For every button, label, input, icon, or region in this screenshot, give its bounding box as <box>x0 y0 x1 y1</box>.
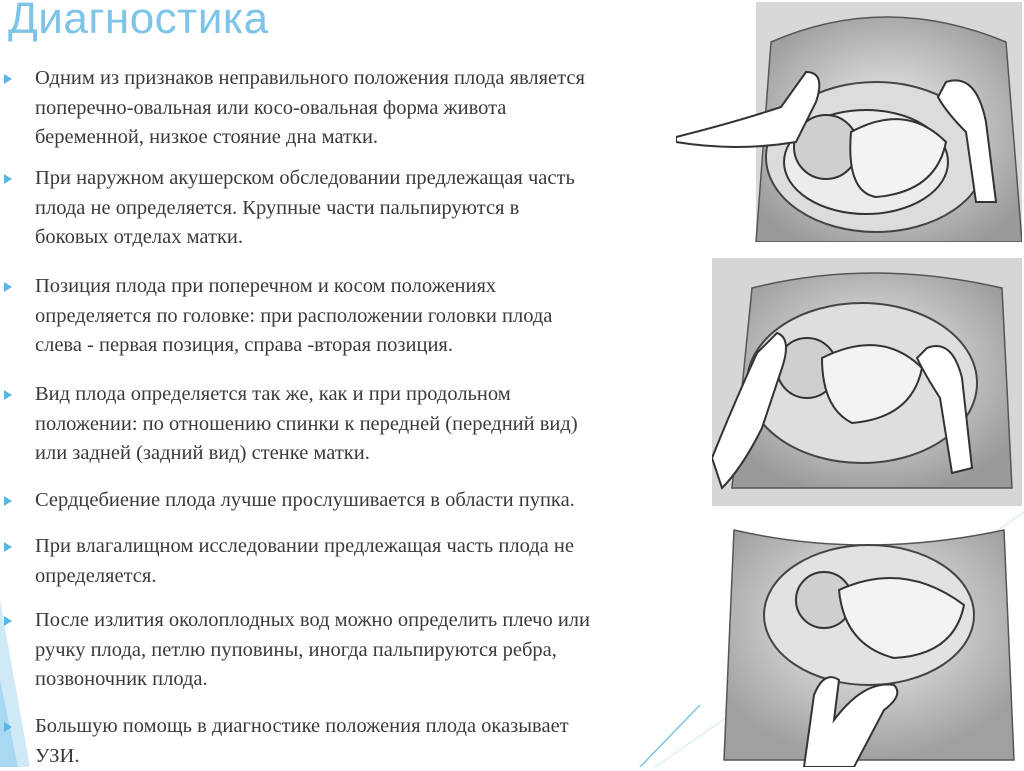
bullet-text: После излития околоплодных вод можно определить плечо или ручку плода, петлю пуповины, иногда пальпируются ребра, позвоночник плода. <box>35 609 590 690</box>
fetus-oblique-palpation-illustration <box>712 258 1022 506</box>
triangle-bullet-icon <box>4 542 12 552</box>
bullet-text: При влагалищном исследовании предлежащая часть плода не определяется. <box>35 535 574 587</box>
triangle-bullet-icon <box>4 282 12 292</box>
bullet-text: Одним из признаков неправильного положения плода является поперечно-овальная или косо-овальная форма живота беременной, низкое стояние дна матки. <box>35 67 585 148</box>
triangle-bullet-icon <box>4 174 12 184</box>
triangle-bullet-icon <box>4 496 12 506</box>
bullet-text: Вид плода определяется так же, как и при продольном положении: по отношению спинки к передней (передний вид) или задней (задний вид) стенке матки. <box>35 383 578 464</box>
fetus-transverse-palpation-illustration <box>676 2 1022 242</box>
triangle-bullet-icon <box>4 616 12 626</box>
slide-title: Диагностика <box>8 0 269 43</box>
triangle-bullet-icon <box>4 390 12 400</box>
triangle-bullet-icon <box>4 722 12 732</box>
bullet-text: Сердцебиение плода лучше прослушивается в области пупка. <box>35 489 575 511</box>
bullet-text: Позиция плода при поперечном и косом положениях определяется по головке: при расположении головки плода слева - первая позиция, справа -вторая позиция. <box>35 275 553 356</box>
triangle-bullet-icon <box>4 74 12 84</box>
bullet-text: Большую помощь в диагностике положения плода оказывает УЗИ. <box>35 715 569 767</box>
fetus-transverse-lower-palpation-illustration <box>704 520 1022 767</box>
bullet-text: При наружном акушерском обследовании предлежащая часть плода не определяется. Крупные части пальпируются в боковых отделах матки. <box>35 167 575 248</box>
